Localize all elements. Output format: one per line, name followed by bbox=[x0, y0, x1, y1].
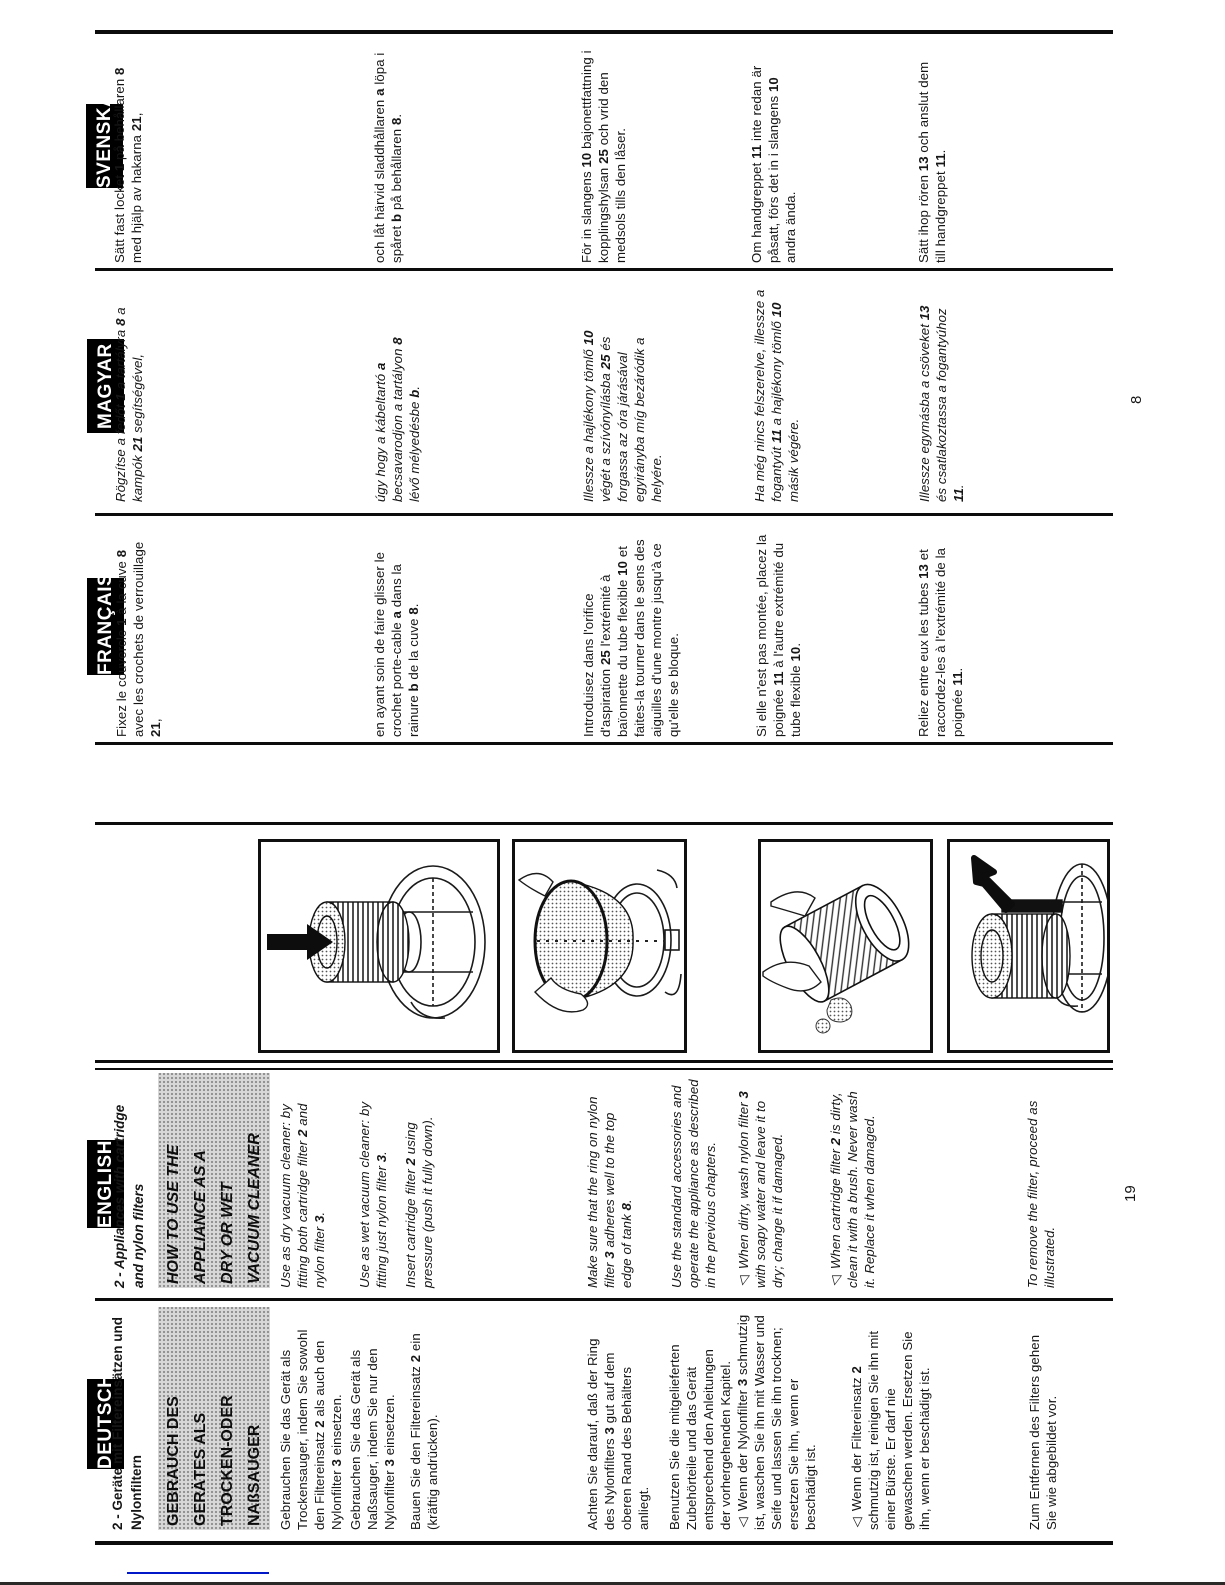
paragraph: Illessze a hajlékony tömlő 10 végét a szívónyílásba 25 és forgassa az óra járásával egyirányba míg bezáródik a helyére. bbox=[581, 330, 664, 502]
page-number: 8 bbox=[1128, 395, 1145, 404]
section-subheader: 2 - Appliances with cartridge and nylon filters bbox=[112, 1104, 146, 1288]
paragraph: Sätt fast locket 1 på behållaren 8 med hjälp av hakarna 21, bbox=[112, 67, 144, 263]
section-subheader: 2 - Geräte mit Filtereinsätzen und Nylonfiltern bbox=[110, 1316, 144, 1530]
dust-particles bbox=[816, 998, 852, 1033]
paragraph: en ayant soin de faire glisser le crochet porte-cable a dans la rainure b de la cuve 8. bbox=[372, 551, 421, 737]
section-title-box: GEBRAUCH DES GERÄTES ALS TROCKEN-ODER NAßSAUGER bbox=[158, 1307, 270, 1530]
paragraph: Benutzen Sie die mitgelieferten Zubehörteile und das Gerät entsprechend den Anleitungen der vorhergehenden Kapitel. bbox=[667, 1344, 733, 1530]
section-title-box: HOW TO USE THE APPLIANCE AS A DRY OR WET VACUUM CLEANER bbox=[158, 1073, 270, 1288]
remove-cartridge-filter-illustration bbox=[950, 842, 1107, 1050]
rule-magyar-francais bbox=[95, 513, 1113, 516]
paragraph: To remove the filter, proceed as illustrated. bbox=[1025, 1100, 1057, 1288]
rule-illustrations-top bbox=[95, 822, 1113, 825]
paragraph: Om handgreppet 11 inte redan är påsatt, förs det in i slangens 10 andra ända. bbox=[749, 65, 798, 263]
paragraph: Si elle n'est pas montée, placez la poignée 11 à l'autre extrémité du tube flexible 10. bbox=[754, 534, 803, 737]
paragraph: Rögzítse a fedőt 1 a tartályra 8 a kampók 21 segítségével, bbox=[113, 307, 145, 502]
warning-paragraph: △ Wenn der Nylonfilter 3 schmutzig ist, waschen Sie ihn mit Wasser und Seife und lassen Sie ihn trocknen; ersetzen Sie ihn, wenn er beschädigt ist. bbox=[735, 1314, 818, 1530]
warning-paragraph: △ Wenn der Filtereinsatz 2 schmutzig ist, reinigen Sie ihn mit einer Bürste. Er darf nie gewaschen werden. Ersetzen Sie ihn, wenn er beschädigt ist. bbox=[849, 1330, 932, 1530]
cartridge-filter bbox=[972, 900, 1070, 998]
illustration-panel-4 bbox=[947, 839, 1110, 1053]
rule-svenska-magyar bbox=[95, 268, 1113, 271]
header-deutsch: DEUTSCH bbox=[87, 1379, 124, 1469]
paragraph: Sätt ihop rören 13 och anslut dem till handgreppet 11. bbox=[916, 61, 948, 263]
paragraph: Use as wet vacuum cleaner: by fitting just nylon filter 3. bbox=[357, 1101, 389, 1288]
illustration-panel-1 bbox=[258, 839, 500, 1053]
header-francais: FRANÇAIS bbox=[87, 578, 124, 675]
paragraph: Achten Sie darauf, daß der Ring des Nylonfilters 3 gut auf dem oberen Rand des Behälters anliegt. bbox=[585, 1338, 651, 1530]
header-svenska: SVENSKA bbox=[86, 104, 123, 188]
paragraph: Use the standard accessories and operate the appliance as described in the previous chapters. bbox=[669, 1079, 718, 1288]
warning-paragraph: △ When cartridge filter 2 is dirty, clean it with a brush. Never wash it. Replace it when damaged. bbox=[828, 1091, 877, 1288]
rule-bottom bbox=[95, 1541, 1113, 1545]
paragraph: Gebrauchen Sie das Gerät als Naßsauger, indem Sie nur den Nylonfilter 3 einsetzen. bbox=[348, 1348, 397, 1530]
rule-english-top bbox=[95, 1068, 1113, 1070]
illustration-panel-2 bbox=[512, 839, 687, 1053]
paragraph: och låt härvid sladdhållaren a löpa i spåret b på behållaren 8. bbox=[372, 52, 404, 263]
paragraph: Reliez entre eux les tubes 13 et raccordez-les à l'extrémité de la poignée 11. bbox=[916, 547, 965, 737]
rule-francais-bottom bbox=[95, 742, 1113, 745]
page-number: 19 bbox=[1122, 1185, 1139, 1202]
fit-nylon-filter-illustration bbox=[515, 842, 684, 1050]
rule-english-deutsch bbox=[95, 1298, 1113, 1301]
rule-top bbox=[95, 30, 1113, 34]
paragraph: Bauen Sie den Filtereinsatz 2 ein (kräftig andrücken). bbox=[408, 1333, 440, 1530]
rule-illustrations-bottom bbox=[95, 1060, 1113, 1063]
paragraph: úgy hogy a kábeltartó a becsavarodjon a tartályon 8 lévő mélyedésbe b. bbox=[373, 337, 422, 502]
illustration-panel-3 bbox=[758, 839, 933, 1053]
paragraph: Illessze egymásba a csöveket 13 és csatlakoztassa a fogantyúhoz 11. bbox=[917, 305, 966, 502]
paragraph: Zum Entfernen des Filters gehen Sie wie abgebildet vor. bbox=[1027, 1334, 1059, 1530]
header-magyar: MAGYAR bbox=[87, 339, 124, 433]
paragraph: Insert cartridge filter 2 using pressure (push it fully down). bbox=[403, 1116, 435, 1288]
insert-cartridge-filter-illustration bbox=[261, 842, 497, 1050]
paragraph: Gebrauchen Sie das Gerät als Trockensauger, indem Sie sowohl den Filtereinsatz 2 als auch den Nylonfilter 3 einsetzen. bbox=[278, 1329, 344, 1530]
clean-filter-illustration bbox=[761, 842, 930, 1050]
paragraph: Ha még nincs felszerelve, illessze a fogantyút 11 a hajlékony tömlő 10 másik végére. bbox=[752, 289, 801, 502]
paragraph: Make sure that the ring on nylon filter 3 adheres well to the top edge of tank 8. bbox=[585, 1096, 634, 1288]
remove-arrow-icon bbox=[974, 858, 1012, 910]
blue-underline bbox=[127, 1572, 269, 1574]
paragraph: Use as dry vacuum cleaner: by fitting both cartridge filter 2 and nylon filter 3. bbox=[278, 1103, 327, 1288]
paragraph: Fixez le couvercle 1 à la cuve 8 avec les crochets de verrouillage 21, bbox=[114, 541, 163, 737]
paragraph: För in slangens 10 bajonettfattning i kopplingshylsan 25 och vrid den medsols tills den låser. bbox=[579, 50, 628, 263]
header-english: ENGLISH bbox=[87, 1140, 124, 1228]
paragraph: Introduisez dans l'orifice d'aspiration 25 l'extrémité à baïonnette du tube flexible 10 et faites-la tourner dans le sens des aiguilles d'une montre jusqu'à ce qu'elle se bloque. bbox=[581, 539, 681, 737]
warning-paragraph: △ When dirty, wash nylon filter 3 with soapy water and leave it to dry; change it if damaged. bbox=[736, 1091, 785, 1288]
